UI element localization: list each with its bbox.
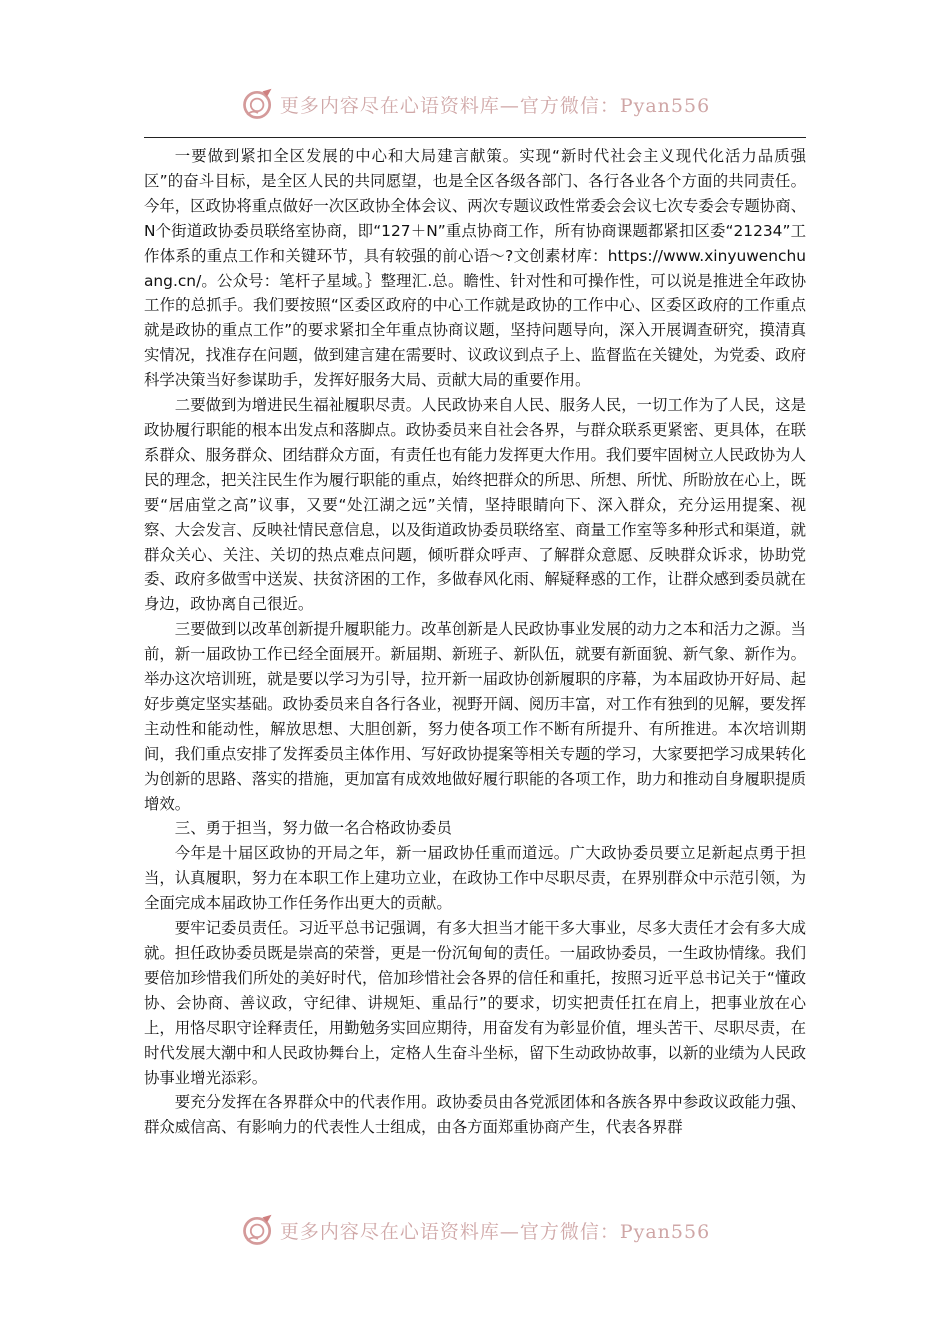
seal-logo-icon [240,1212,276,1248]
paragraph: 三要做到以改革创新提升履职能力。改革创新是人民政协事业发展的动力之本和活力之源。当前，新一届政协工作已经全面展开。新届期、新班子、新队伍，就要有新面貌、新气象、新作为。举办这次培训班，就是要以学习为引导，拉开新一届政协创新履职的序幕，为本届政协开好局、起好步奠定坚实基础。政协委员来自各行各业，视野开阔、阅历丰富，对工作有独到的见解，要发挥主动性和能动性，解放思想、大胆创新，努力使各项工作不断有所提升、有所推进。本次培训期间，我们重点安排了发挥委员主体作用、写好政协提案等相关专题的学习，大家要把学习成果转化为创新的思路、落实的措施，更加富有成效地做好履行职能的各项工作，助力和推动自身履职提质增效。 [144,620,806,813]
paragraph: 要牢记委员责任。习近平总书记强调，有多大担当才能干多大事业，尽多大责任才会有多大成就。担任政协委员既是崇高的荣誉，更是一份沉甸甸的责任。一届政协委员，一生政协情缘。我们要倍加珍惜我们所处的美好时代，倍加珍惜社会各界的信任和重托，按照习近平总书记关于“懂政协、会协商、善议政，守纪律、讲规矩、重品行”的要求，切实把责任扛在肩上，把事业放在心上，用恪尽职守诠释责任，用勤勉务实回应期待，用奋发有为彰显价值，埋头苦干、尽职尽责，在时代发展大潮中和人民政协舞台上，定格人生奋斗坐标，留下生动政协故事，以新的业绩为人民政协事业增光添彩。 [144,919,806,1087]
seal-logo-icon [240,86,276,122]
paragraph: 一要做到紧扣全区发展的中心和大局建言献策。实现“新时代社会主义现代化活力品质强区”的奋斗目标，是全区人民的共同愿望，也是全区各级各部门、各行各业各个方面的共同责任。今年，区政协将重点做好一次区政协全体会议、两次专题议政性常委会会议七次专委会专题协商、N个街道政协委员联络室协商，即“127＋N”重点协商工作，所有协商课题都紧扣区委“21234”工作体系的重点工作和关键环节，具有较强的前心语～?文创素材库：https://www.xinyuwenchuang.cn/。公众号：笔杆子星域。｝整理汇.总。瞻性、针对性和可操作性，可以说是推进全年政协工作的总抓手。我们要按照“区委区政府的中心工作就是政协的工作中心、区委区政府的工作重点就是政协的重点工作”的要求紧扣全年重点协商议题，坚持问题导向，深入开展调查研究，摸清真实情况，找准存在问题，做到建言建在需要时、议政议到点子上、监督监在关键处，为党委、政府科学决策当好参谋助手，发挥好服务大局、贡献大局的重要作用。 [144,147,806,390]
section-heading: 三、勇于担当，努力做一名合格政协委员 [174,819,452,838]
watermark-text: 更多内容尽在心语资料库—官方微信：Pyan556 [279,94,711,117]
header-divider [144,137,806,138]
document-body [144,144,806,1140]
paragraph: 今年是十届区政协的开局之年，新一届政协任重而道远。广大政协委员要立足新起点勇于担当，认真履职，努力在本职工作上建功立业，在政协工作中尽职尽责，在界别群众中示范引领，为全面完成本届政协工作任务作出更大的贡献。 [144,844,806,913]
footer-watermark [0,1208,950,1252]
paragraph: 要充分发挥在各界群众中的代表作用。政协委员由各党派团体和各族各界中参政议政能力强、群众威信高、有影响力的代表性人士组成，由各方面郑重协商产生，代表各界群 [144,1093,806,1137]
paragraph: 二要做到为增进民生福祉履职尽责。人民政协来自人民、服务人民，一切工作为了人民，这是政协履行职能的根本出发点和落脚点。政协委员来自社会各界，与群众联系更紧密、更具体，在联系群众、服务群众、团结群众方面，有责任也有能力发挥更大作用。我们要牢固树立人民政协为人民的理念，把关注民生作为履行职能的重点，始终把群众的所思、所想、所忧、所盼放在心上，既要“居庙堂之高”议事，又要“处江湖之远”关情，坚持眼睛向下、深入群众，充分运用提案、视察、大会发言、反映社情民意信息，以及街道政协委员联络室、商量工作室等多种形式和渠道，就群众关心、关注、关切的热点难点问题，倾听群众呼声、了解群众意愿、反映群众诉求，协助党委、政府多做雪中送炭、扶贫济困的工作，多做春风化雨、解疑释惑的工作，让群众感到委员就在身边，政协离自己很近。 [144,396,806,614]
watermark-text: 更多内容尽在心语资料库—官方微信：Pyan556 [279,1220,711,1243]
header-watermark [0,82,950,126]
